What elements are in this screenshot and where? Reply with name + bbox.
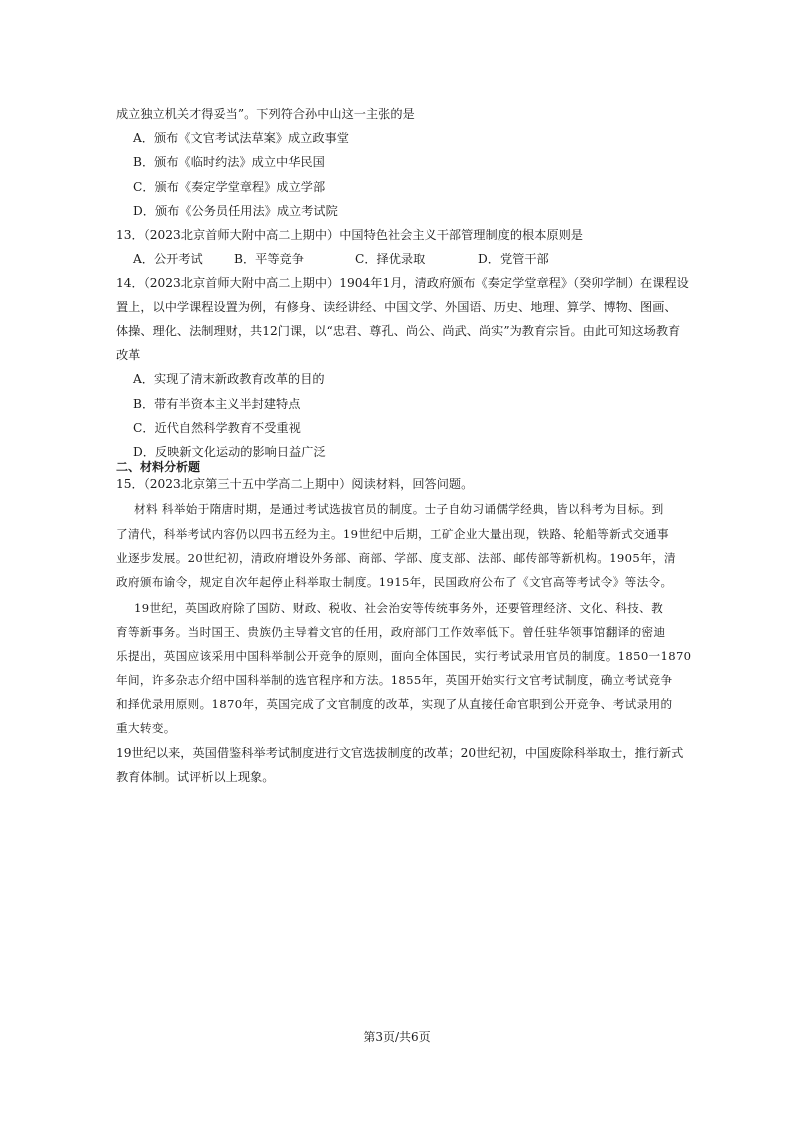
q15-material-line-4: 政府颁布谕令，规定自次年起停止科举取士制度。1915年，民国政府公布了《文官高等考试令》等法令。	[116, 575, 673, 589]
q15-question-line-2: 教育体制。试评析以上现象。	[116, 770, 275, 784]
section-title: 二、材料分析题	[116, 460, 201, 474]
q15-material-line-5: 19世纪，英国政府除了国防、财政、税收、社会治安等传统事务外，还要管理经济、文化、科技、教	[134, 601, 664, 615]
q14-stem-line-4: 改革	[116, 348, 141, 362]
q13-option-c: C．择优录取	[355, 252, 426, 266]
q14-stem-line-3: 体操、理化、法制理财，共12门课，以“忠君、尊孔、尚公、尚武、尚实”为教育宗旨。由此可知这场教育	[116, 324, 681, 338]
q14-stem-line-2: 置上，以中学课程设置为例，有修身、读经讲经、中国文学、外国语、历史、地理、算学、博物、图画、	[116, 300, 677, 314]
q14-option-b: B．带有半资本主义半封建特点	[133, 397, 301, 411]
q13-option-b: B．平等竞争	[234, 252, 304, 266]
q13-options-row	[0, 251, 794, 267]
q15-material-line-2: 了清代，科举考试内容仍以四书五经为主。19世纪中后期，工矿企业大量出现，铁路、轮船等新式交通事	[116, 527, 669, 541]
q13-option-a: A．公开考试	[133, 252, 203, 266]
q12-continuation: 成立独立机关才得妥当”。下列符合孙中山这一主张的是	[116, 107, 415, 121]
q12-option-d: D．颁布《公务员任用法》成立考试院	[133, 204, 338, 218]
q15-material-line-1: 材料 科举始于隋唐时期，是通过考试选拔官员的制度。士子自幼习诵儒学经典，皆以科考为目标。到	[134, 502, 664, 516]
q15-question-line-1: 19世纪以来，英国借鉴科举考试制度进行文官选拔制度的改革；20世纪初，中国废除科举取士，推行新式	[116, 746, 684, 760]
q15-material-line-10: 重大转变。	[116, 721, 176, 735]
q15-material-line-9: 和择优录用原则。1870年，英国完成了文官制度的改革，实现了从直接任命官职到公开竞争、考试录用的	[116, 697, 673, 711]
q13-stem: 13．（2023北京首师大附中高二上期中）中国特色社会主义干部管理制度的根本原则是	[116, 228, 583, 242]
q14-option-d: D．反映新文化运动的影响日益广泛	[133, 445, 326, 459]
q12-option-c: C．颁布《奏定学堂章程》成立学部	[133, 180, 326, 194]
q12-option-a: A．颁布《文官考试法草案》成立政事堂	[133, 131, 349, 145]
q13-option-d: D．党管干部	[478, 252, 549, 266]
q15-material-line-8: 年间，许多杂志介绍中国科举制的选官程序和方法。1855年，英国开始实行文官考试制度，确立考试竞争	[116, 673, 673, 687]
q14-option-a: A．实现了清末新政教育改革的目的	[133, 372, 325, 386]
q12-option-b: B．颁布《临时约法》成立中华民国	[133, 155, 325, 169]
q14-stem-line-1: 14．（2023北京首师大附中高二上期中）1904年1月，清政府颁布《奏定学堂章程》（癸卯学制）在课程设	[116, 276, 689, 290]
q15-material-line-3: 业逐步发展。20世纪初，清政府增设外务部、商部、学部、度支部、法部、邮传部等新机构。1905年，清	[116, 551, 676, 565]
q15-material-line-7: 乐提出，英国应该采用中国科举制公开竞争的原则，面向全体国民，实行考试录用官员的制度。1850一1870	[116, 649, 692, 663]
q15-stem: 15．（2023北京第三十五中学高二上期中）阅读材料，回答问题。	[116, 477, 474, 491]
page-number: 第3页/共6页	[363, 1030, 431, 1044]
q14-option-c: C．近代自然科学教育不受重视	[133, 421, 301, 435]
q15-material-line-6: 育等新事务。当时国王、贵族仍主导着文官的任用，政府部门工作效率低下。曾任驻华领事馆翻译的密迪	[116, 625, 666, 639]
